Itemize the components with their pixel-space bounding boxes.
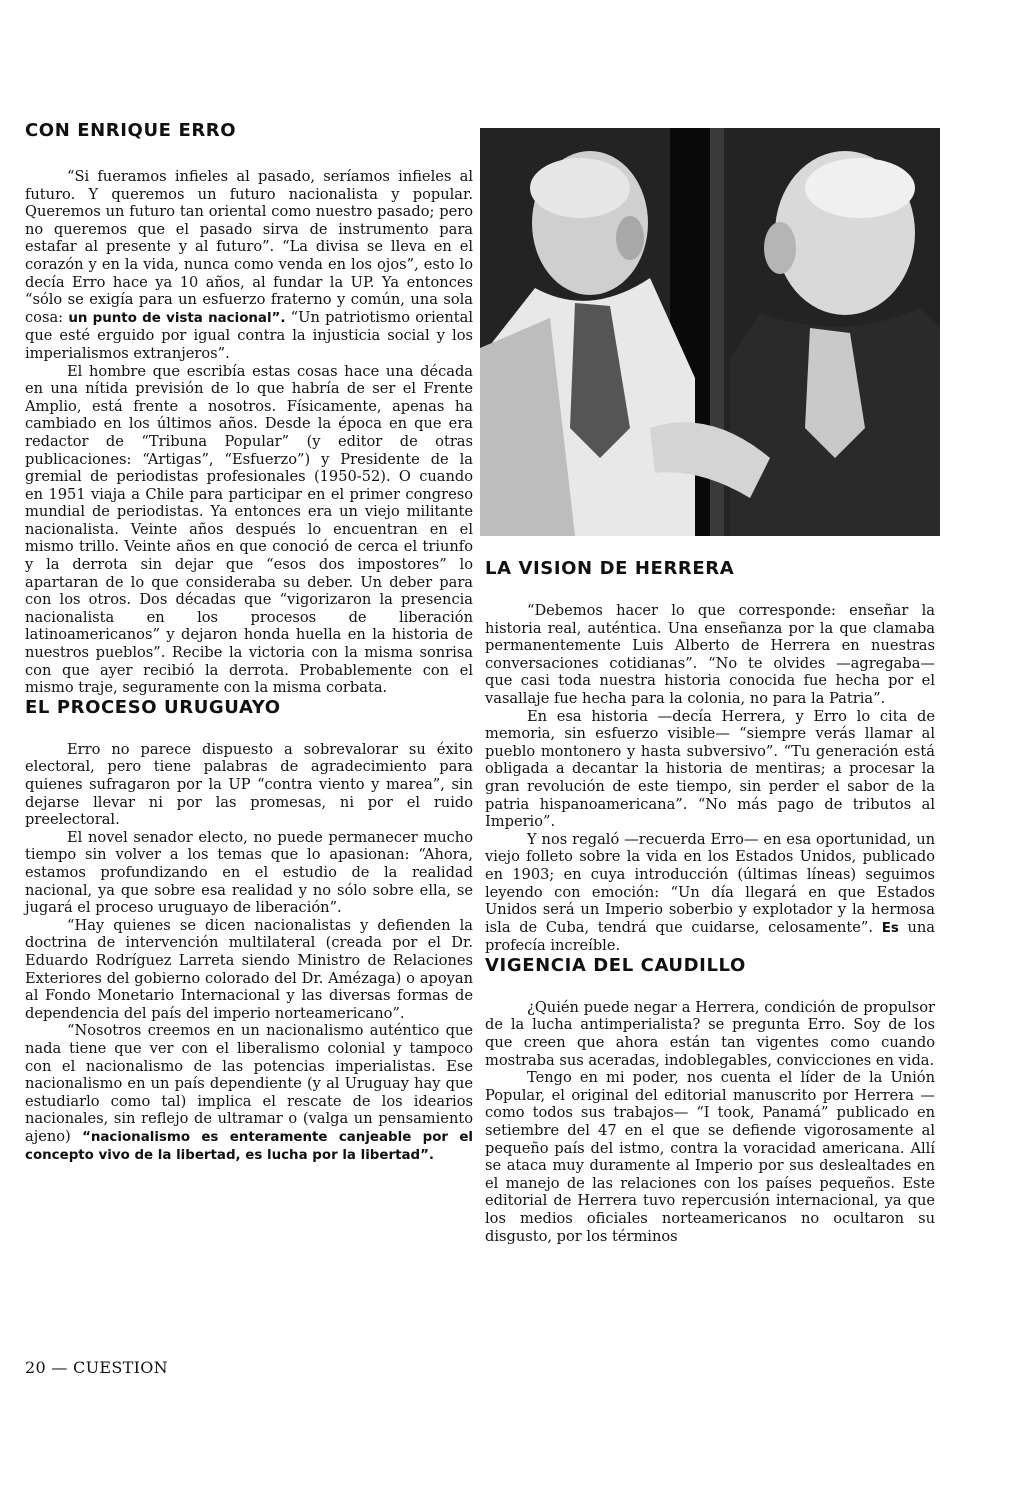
left-column [25,120,473,1165]
bold-phrase: Es [881,920,899,936]
paragraph: Tengo en mi poder, nos cuenta el líder de la Unión Popular, el original del editorial manuscrito por Herrera —como todos sus trabajos— “I took, Panamá” publicado en setiembre del 47 en el que se defiende vigorosamente al pequeño país del istmo, contra la voracidad americana. Allí se ataca muy duramente al Imperio por sus deslealtades en el manejo de las relaciones con los países pequeños. Este editorial de Herrera tuvo repercusión internacional, ya que los medios oficiales norteamericanos no ocultaron su disgusto, por los términos [485,1069,935,1245]
photo-illustration [480,128,940,536]
paragraph: ¿Quién puede negar a Herrera, condición de propulsor de la lucha antimperialista? se pregunta Erro. Soy de los que creen que ahora están tan vigentes como cuando mostraba sus aceradas, indoblegables, convicciones en vida. [485,998,935,1069]
paragraph: “Nosotros creemos en un nacionalismo auténtico que nada tiene que ver con el liberalismo colonial y tampoco con el nacionalismo de las potencias imperialistas. Ese nacionalismo en un país dependiente (y al Uruguay hay que estudiarlo como tal) implica el rescate de los idearios nacionales, sin reflejo de ultramar o (valga un pensamiento ajeno) “nacionalismo es enteramente canjeable por el concepto vivo de la libertad, es lucha por la libertad”. [25,1022,474,1164]
photo-two-men [480,128,940,536]
paragraph: “Hay quienes se dicen nacionalistas y defienden la doctrina de intervención multilateral (creada por el Dr. Eduardo Rodríguez Larreta siendo Ministro de Relaciones Exteriores del gobierno colorado del Dr. Amézaga) o apoyan al Fondo Monetario Internacional y las diversas formas de dependencia del país del imperio norteamericano”. [25,916,473,1022]
paragraph: El hombre que escribía estas cosas hace una década en una nítida previsión de lo que habría de ser el Frente Amplio, está frente a nosotros. Físicamente, apenas ha cambiado en los últimos años. Desde la época en que era redactor de “Tribuna Popular” (y editor de otras publicaciones: “Artigas”, “Esfuerzo”) y Presidente de la gremial de periodistas profesionales (1950-52). O cuando en 1951 viaja a Chile para participar en el primer congreso mundial de periodistas. Ya entonces era un viejo militante nacionalista. Veinte años después lo encuentran en el mismo trillo. Veinte años en que conoció de cerca el triunfo y la derrota sin dejar que “esos dos impostores” lo apartaran de lo que consideraba su deber. Un deber para con los otros. Dos décadas que “vigorizaron la presencia nacionalista en los procesos de liberación latinoamericanos” y dejaron honda huella en la historia de nuestros pueblos”. Recibe la victoria con la misma sonrisa con que ayer recibió la derrota. Probablemente con el mismo traje, seguramente con la misma corbata. [25,362,473,697]
heading-el-proceso-uruguayo: EL PROCESO URUGUAYO [25,696,281,718]
bold-phrase: “nacionalismo es enteramente canjeable por el concepto vivo de la libertad, es lucha por la libertad”. [25,1129,474,1164]
bold-phrase: un punto de vista nacional”. [68,310,286,326]
paragraph: En esa historia —decía Herrera, y Erro lo cita de memoria, sin esfuerzo visible— “siempre verás llamar al pueblo montonero y hasta subversivo”. “Tu generación está obligada a decantar la historia de mentiras; a procesar la gran revolución de este tiempo, sin perder el sabor de la patria hispanoamericana”. “No más pago de tributos al Imperio”. [485,707,935,831]
heading-con-enrique-erro: CON ENRIQUE ERRO [25,120,237,141]
paragraph: El novel senador electo, no puede permanecer mucho tiempo sin volver a los temas que lo apasionan: “Ahora, estamos profundizando en el estudio de la realidad nacional, ya que sobre esa realidad y no sólo sobre ella, se jugará el proceso uruguayo de liberación”. [25,828,473,917]
right-column [485,558,935,1245]
paragraph: Erro no parece dispuesto a sobrevalorar su éxito electoral, pero tiene palabras de agradecimiento para quienes sufragaron por la UP “contra viento y marea”, sin dejarse llevar ni por las promesas, ni por el ruido preelectoral. [25,740,473,829]
paragraph: Y nos regaló —recuerda Erro— en esa oportunidad, un viejo folleto sobre la vida en los Estados Unidos, publicado en 1903; en cuya introducción (últimas líneas) seguimos leyendo con emoción: “Un día llegará en que Estados Unidos será un Imperio soberbio y explotador y la hermosa isla de Cuba, tendrá que cuidarse, celosamente”. Es una profecía increíble. [485,830,935,955]
paragraph: “Si fueramos infieles al pasado, seríamos infieles al futuro. Y queremos un futuro nacionalista y popular. Queremos un futuro tan oriental como nuestro pasado; pero no queremos que el pasado sirva de instrumento para estafar al presente y al futuro”. “La divisa se lleva en el corazón y en la vida, nunca como venda en los ojos”, esto lo decía Erro hace ya 10 años, al fundar la UP. Ya entonces “sólo se exigía para un esfuerzo fraterno y común, una sola cosa: un punto de vista nacional”. “Un patriotismo oriental que esté erguido por igual contra la injusticia social y los imperialismos extranjeros”. [25,168,473,362]
heading-la-vision-de-herrera: LA VISION DE HERRERA [485,558,735,579]
paragraph: “Debemos hacer lo que corresponde: enseñar la historia real, auténtica. Una enseñanza por la que clamaba permanentemente Luis Alberto de Herrera en nuestras conversaciones cotidianas”. “No te olvides —agregaba— que casi toda nuestra historia conocida fue hecha por el vasallaje fue hecha para la colonia, no para la Patria”. [485,602,935,707]
heading-vigencia-del-caudillo: VIGENCIA DEL CAUDILLO [485,954,746,976]
page-footer: 20 — CUESTION [25,1358,168,1377]
